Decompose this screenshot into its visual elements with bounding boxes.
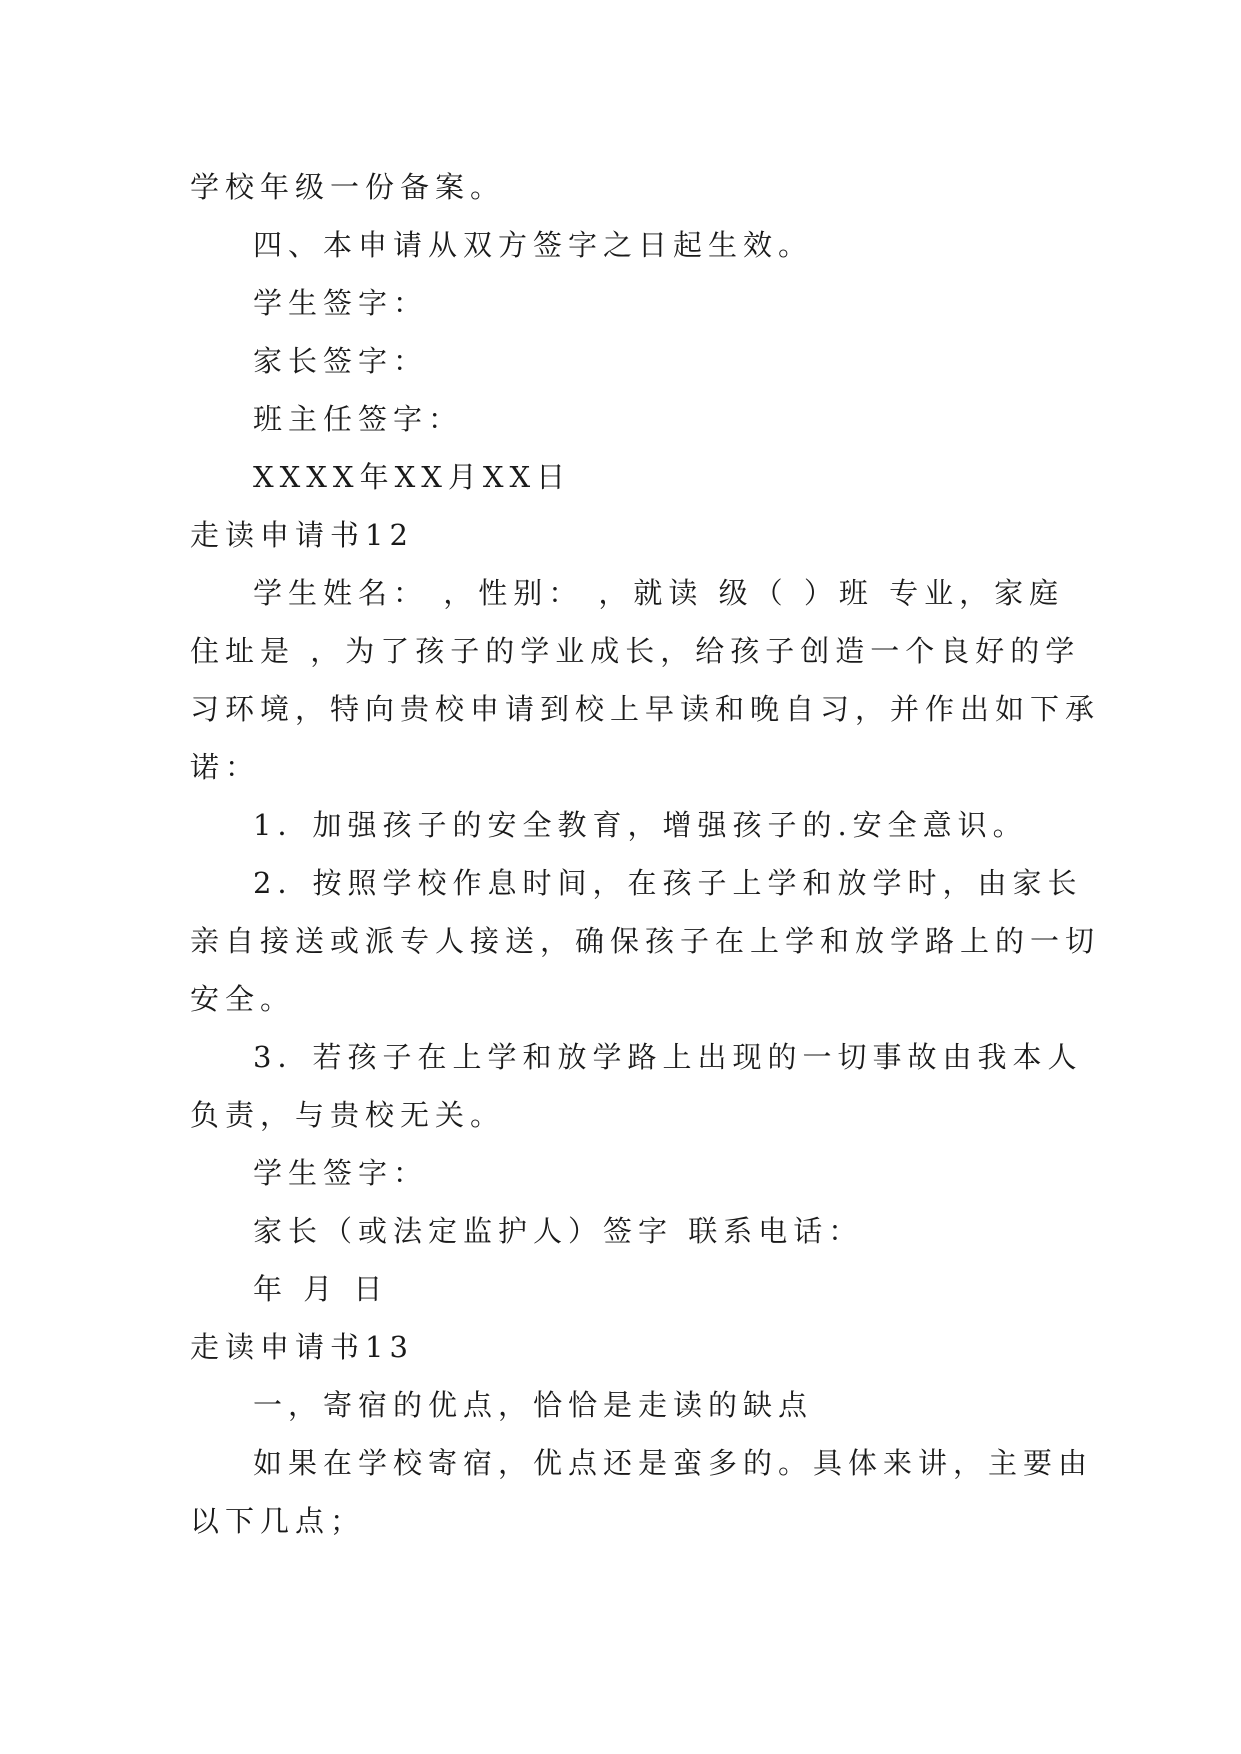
text-line: 习环境，特向贵校申请到校上早读和晚自习，并作出如下承 (190, 692, 1101, 726)
text-line: 亲自接送或派专人接送，确保孩子在上学和放学路上的一切 (190, 924, 1101, 958)
text-line: 负责，与贵校无关。 (190, 1098, 506, 1132)
text-line: 一，寄宿的优点，恰恰是走读的缺点 (253, 1388, 814, 1422)
text-line: 四、本申请从双方签字之日起生效。 (253, 228, 814, 262)
text-line: 2．按照学校作息时间，在孩子上学和放学时，由家长 (253, 866, 1083, 900)
text-line: 如果在学校寄宿，优点还是蛮多的。具体来讲，主要由 (253, 1446, 1094, 1480)
text-line: 学生签字： (253, 286, 429, 320)
text-line: 1．加强孩子的安全教育，增强孩子的.安全意识。 (253, 808, 1028, 842)
section-heading: 走读申请书12 (190, 518, 414, 552)
text-line: 学校年级一份备案。 (190, 170, 506, 204)
text-line: 学生姓名： ，性别： ，就读 级（ ）班 专业，家庭 (253, 576, 1065, 610)
text-line: 以下几点； (190, 1504, 366, 1538)
text-line: 住址是 ，为了孩子的学业成长，给孩子创造一个良好的学 (190, 634, 1081, 668)
text-line: 学生签字： (253, 1156, 429, 1190)
text-line: 诺： (190, 750, 261, 784)
text-line: XXXX年XX月XX日 (253, 460, 572, 494)
text-line: 班主任签字： (253, 402, 464, 436)
section-heading: 走读申请书13 (190, 1330, 414, 1364)
text-line: 年 月 日 (253, 1272, 389, 1306)
text-line: 3．若孩子在上学和放学路上出现的一切事故由我本人 (253, 1040, 1083, 1074)
text-line: 安全。 (190, 982, 296, 1016)
text-line: 家长签字： (253, 344, 429, 378)
text-line: 家长（或法定监护人）签字 联系电话： (253, 1214, 864, 1248)
